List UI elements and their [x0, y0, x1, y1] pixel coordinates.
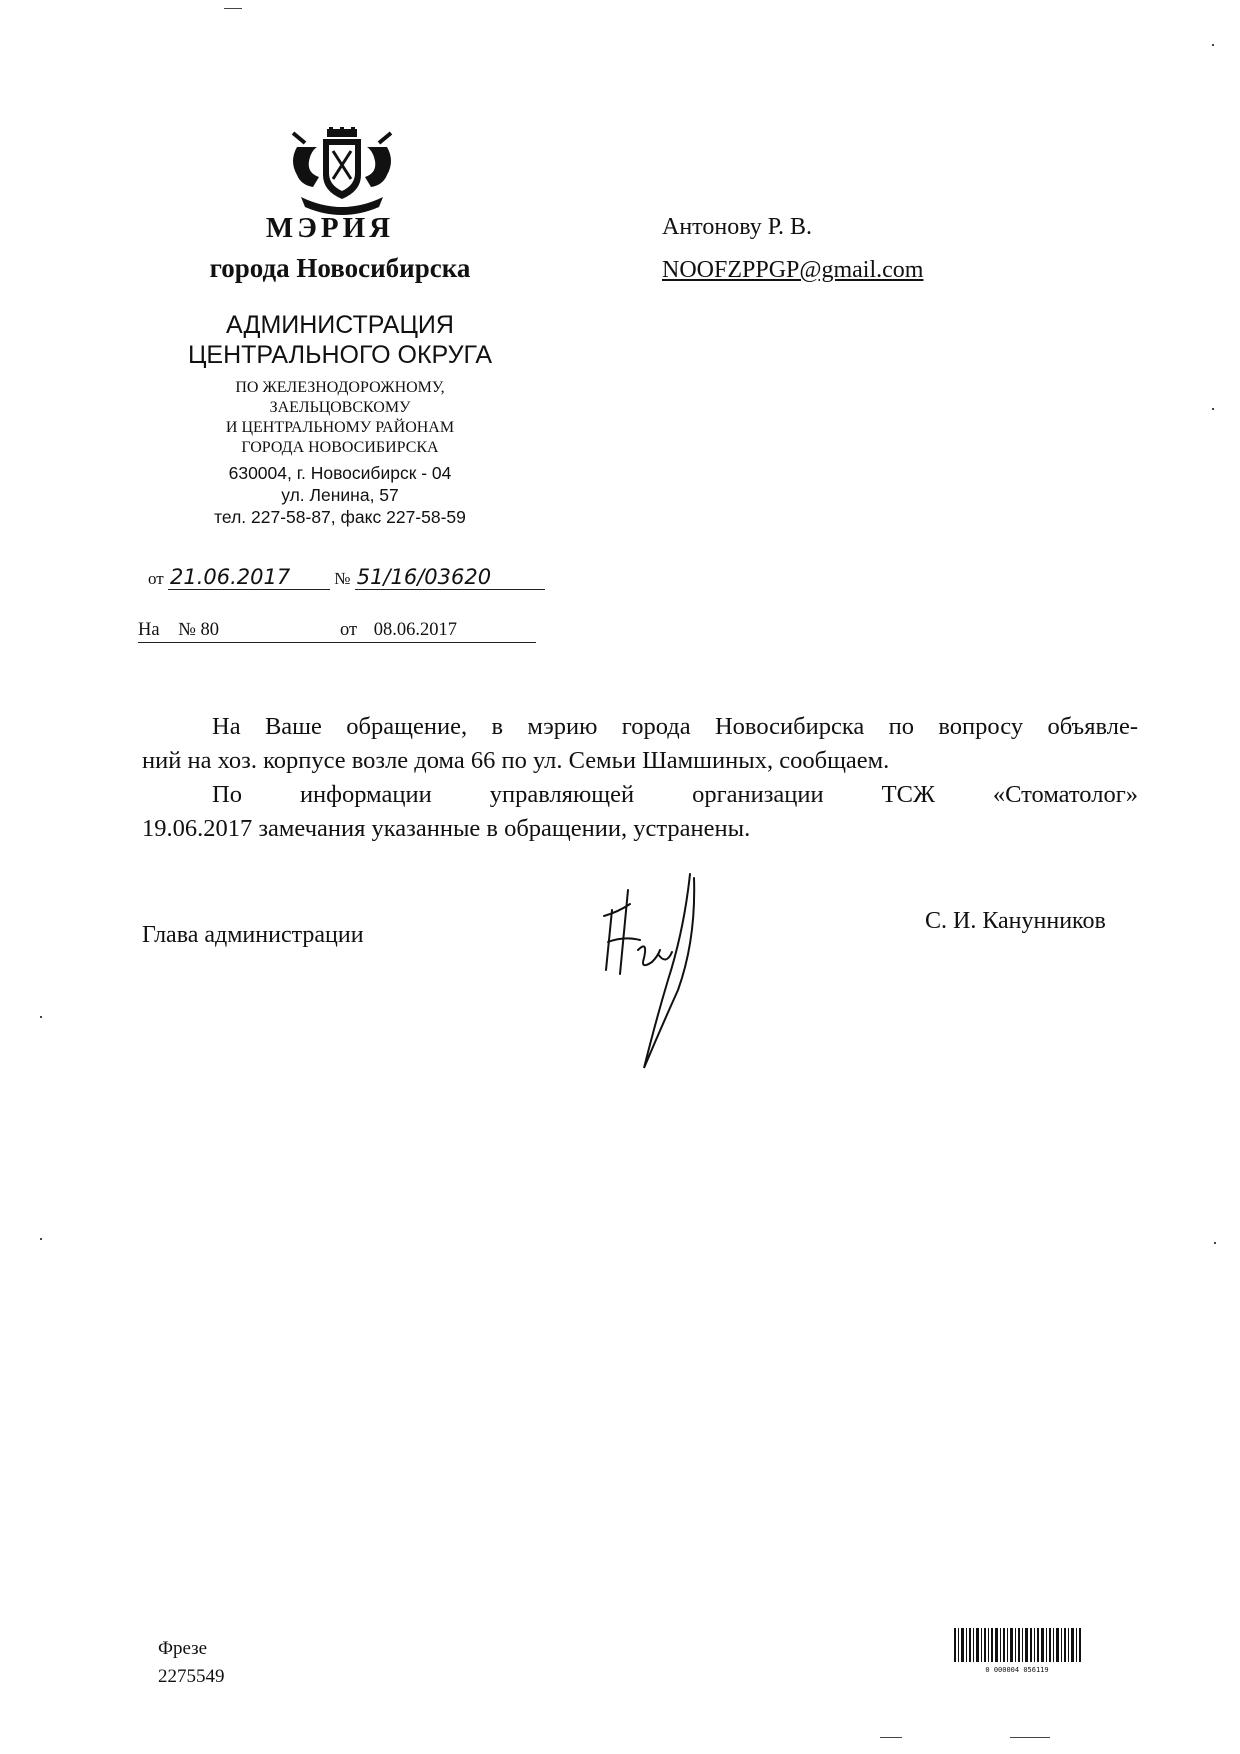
districts-line: ПО ЖЕЛЕЗНОДОРОЖНОМУ,: [235, 379, 445, 396]
city-title: города Новосибирска: [209, 253, 471, 283]
mayoralty-title: МЭРИЯ: [265, 212, 395, 244]
outgoing-reference: [148, 565, 545, 590]
scan-artifact: [1212, 408, 1214, 410]
scan-artifact: [224, 8, 242, 9]
scan-artifact: [40, 1238, 42, 1240]
districts-line: И ЦЕНТРАЛЬНОМУ РАЙОНАМ: [225, 419, 455, 436]
barcode-digits: 0 000004 056119: [985, 1666, 1049, 1674]
scan-artifact: [1010, 1737, 1050, 1738]
outgoing-date-label: от: [148, 569, 164, 588]
recipient-email: NOOFZPPGP@gmail.com: [662, 257, 924, 283]
districts-line: ЗАЕЛЬЦОВСКОМУ: [269, 399, 411, 416]
handwritten-signature: [600, 870, 750, 1082]
incoming-reference: [138, 620, 536, 643]
body-line: 19.06.2017 замечания указанные в обращении, устранены.: [142, 815, 751, 842]
incoming-label: На: [138, 620, 160, 640]
administration-title: [155, 310, 525, 370]
outgoing-number-value: 51/16/03620: [356, 565, 492, 589]
executor-name: Фрезе: [158, 1638, 208, 1659]
outgoing-number-label: №: [334, 569, 351, 588]
outgoing-date-value: 21.06.2017: [169, 565, 291, 589]
signer-title: Глава администрации: [142, 922, 364, 948]
incoming-number-sign: №: [178, 620, 196, 640]
scan-artifact: [1212, 44, 1214, 46]
street-address: ул. Ленина, 57: [281, 485, 399, 505]
postal-address: 630004, г. Новосибирск - 04: [228, 463, 452, 483]
scan-artifact: [40, 1016, 42, 1018]
incoming-date-label: от: [340, 620, 358, 640]
executor-phone: 2275549: [158, 1666, 225, 1687]
letter-body: [142, 710, 1138, 846]
administration-title-line: ЦЕНТРАЛЬНОГО ОКРУГА: [187, 341, 493, 369]
administration-title-line: АДМИНИСТРАЦИЯ: [226, 311, 454, 339]
incoming-date: 08.06.2017: [373, 620, 457, 640]
address-block: [170, 462, 510, 528]
districts-block: [190, 378, 490, 458]
document-barcode: [950, 1628, 1084, 1674]
body-line: ний на хоз. корпусе возле дома 66 по ул. Семьи Шамшиных, сообщаем.: [142, 747, 890, 774]
body-line: По информации управляющей организации ТСЖ «Стоматолог»: [212, 781, 1138, 808]
scan-artifact: [1214, 1242, 1216, 1244]
contact-phones: тел. 227-58-87, факс 227-58-59: [214, 507, 466, 527]
incoming-number: 80: [200, 620, 219, 640]
scan-artifact: [880, 1737, 902, 1738]
body-line: На Ваше обращение, в мэрию города Новосибирска по вопросу объявле-: [212, 713, 1138, 740]
city-coat-of-arms-icon: [287, 127, 397, 219]
recipient-name: Антонову Р. В.: [662, 214, 813, 240]
districts-line: ГОРОДА НОВОСИБИРСКА: [241, 439, 439, 456]
signer-name: С. И. Канунников: [925, 908, 1106, 934]
